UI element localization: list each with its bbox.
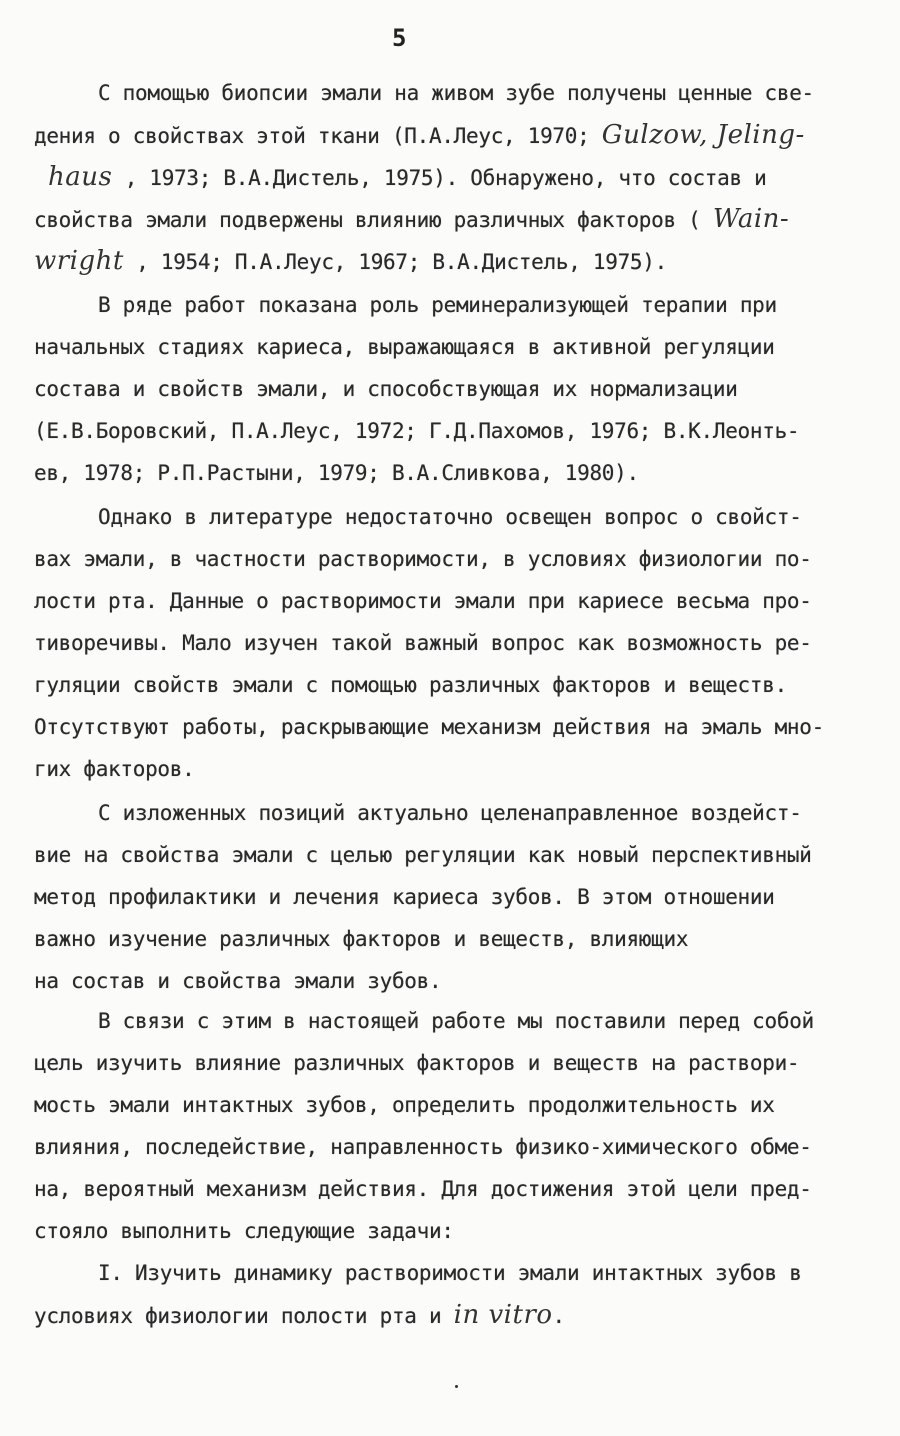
text-line: состава и свойств эмали, и способствующая их нормализации (34, 377, 738, 401)
handwritten-insertion: wright (34, 246, 124, 276)
text-line: стояло выполнить следующие задачи: (34, 1219, 454, 1243)
text-line: на, вероятный механизм действия. Для достижения этой цели пред- (34, 1177, 812, 1201)
handwritten-insertion: Gulzow, Jeling- (601, 120, 805, 150)
text-line: haus , 1973; В.А.Дистель, 1975). Обнаружено, что состав и (48, 162, 767, 192)
text-line: В ряде работ показана роль реминерализующей терапии при (98, 293, 777, 317)
text-line: свойства эмали подвержены влиянию различных факторов ( Wain- (34, 204, 790, 234)
text-line: ев, 1978; Р.П.Растыни, 1979; В.А.Сливкова, 1980). (34, 461, 639, 485)
handwritten-insertion: haus (48, 162, 113, 192)
text-line: метод профилактики и лечения кариеса зубов. В этом отношении (34, 885, 775, 909)
text-line: I. Изучить динамику растворимости эмали интактных зубов в (98, 1261, 802, 1285)
text-line: важно изучение различных факторов и веществ, влияющих (34, 927, 689, 951)
text-line: цель изучить влияние различных факторов и веществ на раствори- (34, 1051, 800, 1075)
handwritten-insertion: in vitro (453, 1300, 553, 1330)
page-number: 5 (392, 24, 407, 52)
text-line: С помощью биопсии эмали на живом зубе получены ценные све- (98, 81, 814, 105)
handwritten-insertion: Wain- (712, 204, 790, 234)
text-line: условиях физиологии полости рта и in vitro. (34, 1300, 565, 1330)
text-line: тиворечивы. Мало изучен такой важный вопрос как возможность ре- (34, 631, 812, 655)
text-line: гуляции свойств эмали с помощью различных факторов и веществ. (34, 673, 787, 697)
text-line: (Е.В.Боровский, П.А.Леус, 1972; Г.Д.Пахомов, 1976; В.К.Леонть- (34, 419, 800, 443)
text-line: влияния, последействие, направленность физико-химического обме- (34, 1135, 812, 1159)
text-line: вие на свойства эмали с целью регуляции как новый перспективный (34, 843, 812, 867)
text-line: Отсутствуют работы, раскрывающие механизм действия на эмаль мно- (34, 715, 824, 739)
text-line: вах эмали, в частности растворимости, в условиях физиологии по- (34, 547, 812, 571)
text-line: мость эмали интактных зубов, определить продолжительность их (34, 1093, 775, 1117)
text-line: дения о свойствах этой ткани (П.А.Леус, 1970; Gulzow, Jeling- (34, 120, 805, 150)
text-line: В связи с этим в настоящей работе мы поставили перед собой (98, 1009, 814, 1033)
text-line: начальных стадиях кариеса, выражающаяся в активной регуляции (34, 335, 775, 359)
text-line: лости рта. Данные о растворимости эмали при кариесе весьма про- (34, 589, 812, 613)
stray-mark (455, 1385, 458, 1388)
text-line: на состав и свойства эмали зубов. (34, 969, 442, 993)
text-line: wright , 1954; П.А.Леус, 1967; В.А.Дистель, 1975). (34, 246, 667, 276)
text-line: гих факторов. (34, 757, 195, 781)
text-line: С изложенных позиций актуально целенаправленное воздейст- (98, 801, 802, 825)
text-line: Однако в литературе недостаточно освещен вопрос о свойст- (98, 505, 802, 529)
